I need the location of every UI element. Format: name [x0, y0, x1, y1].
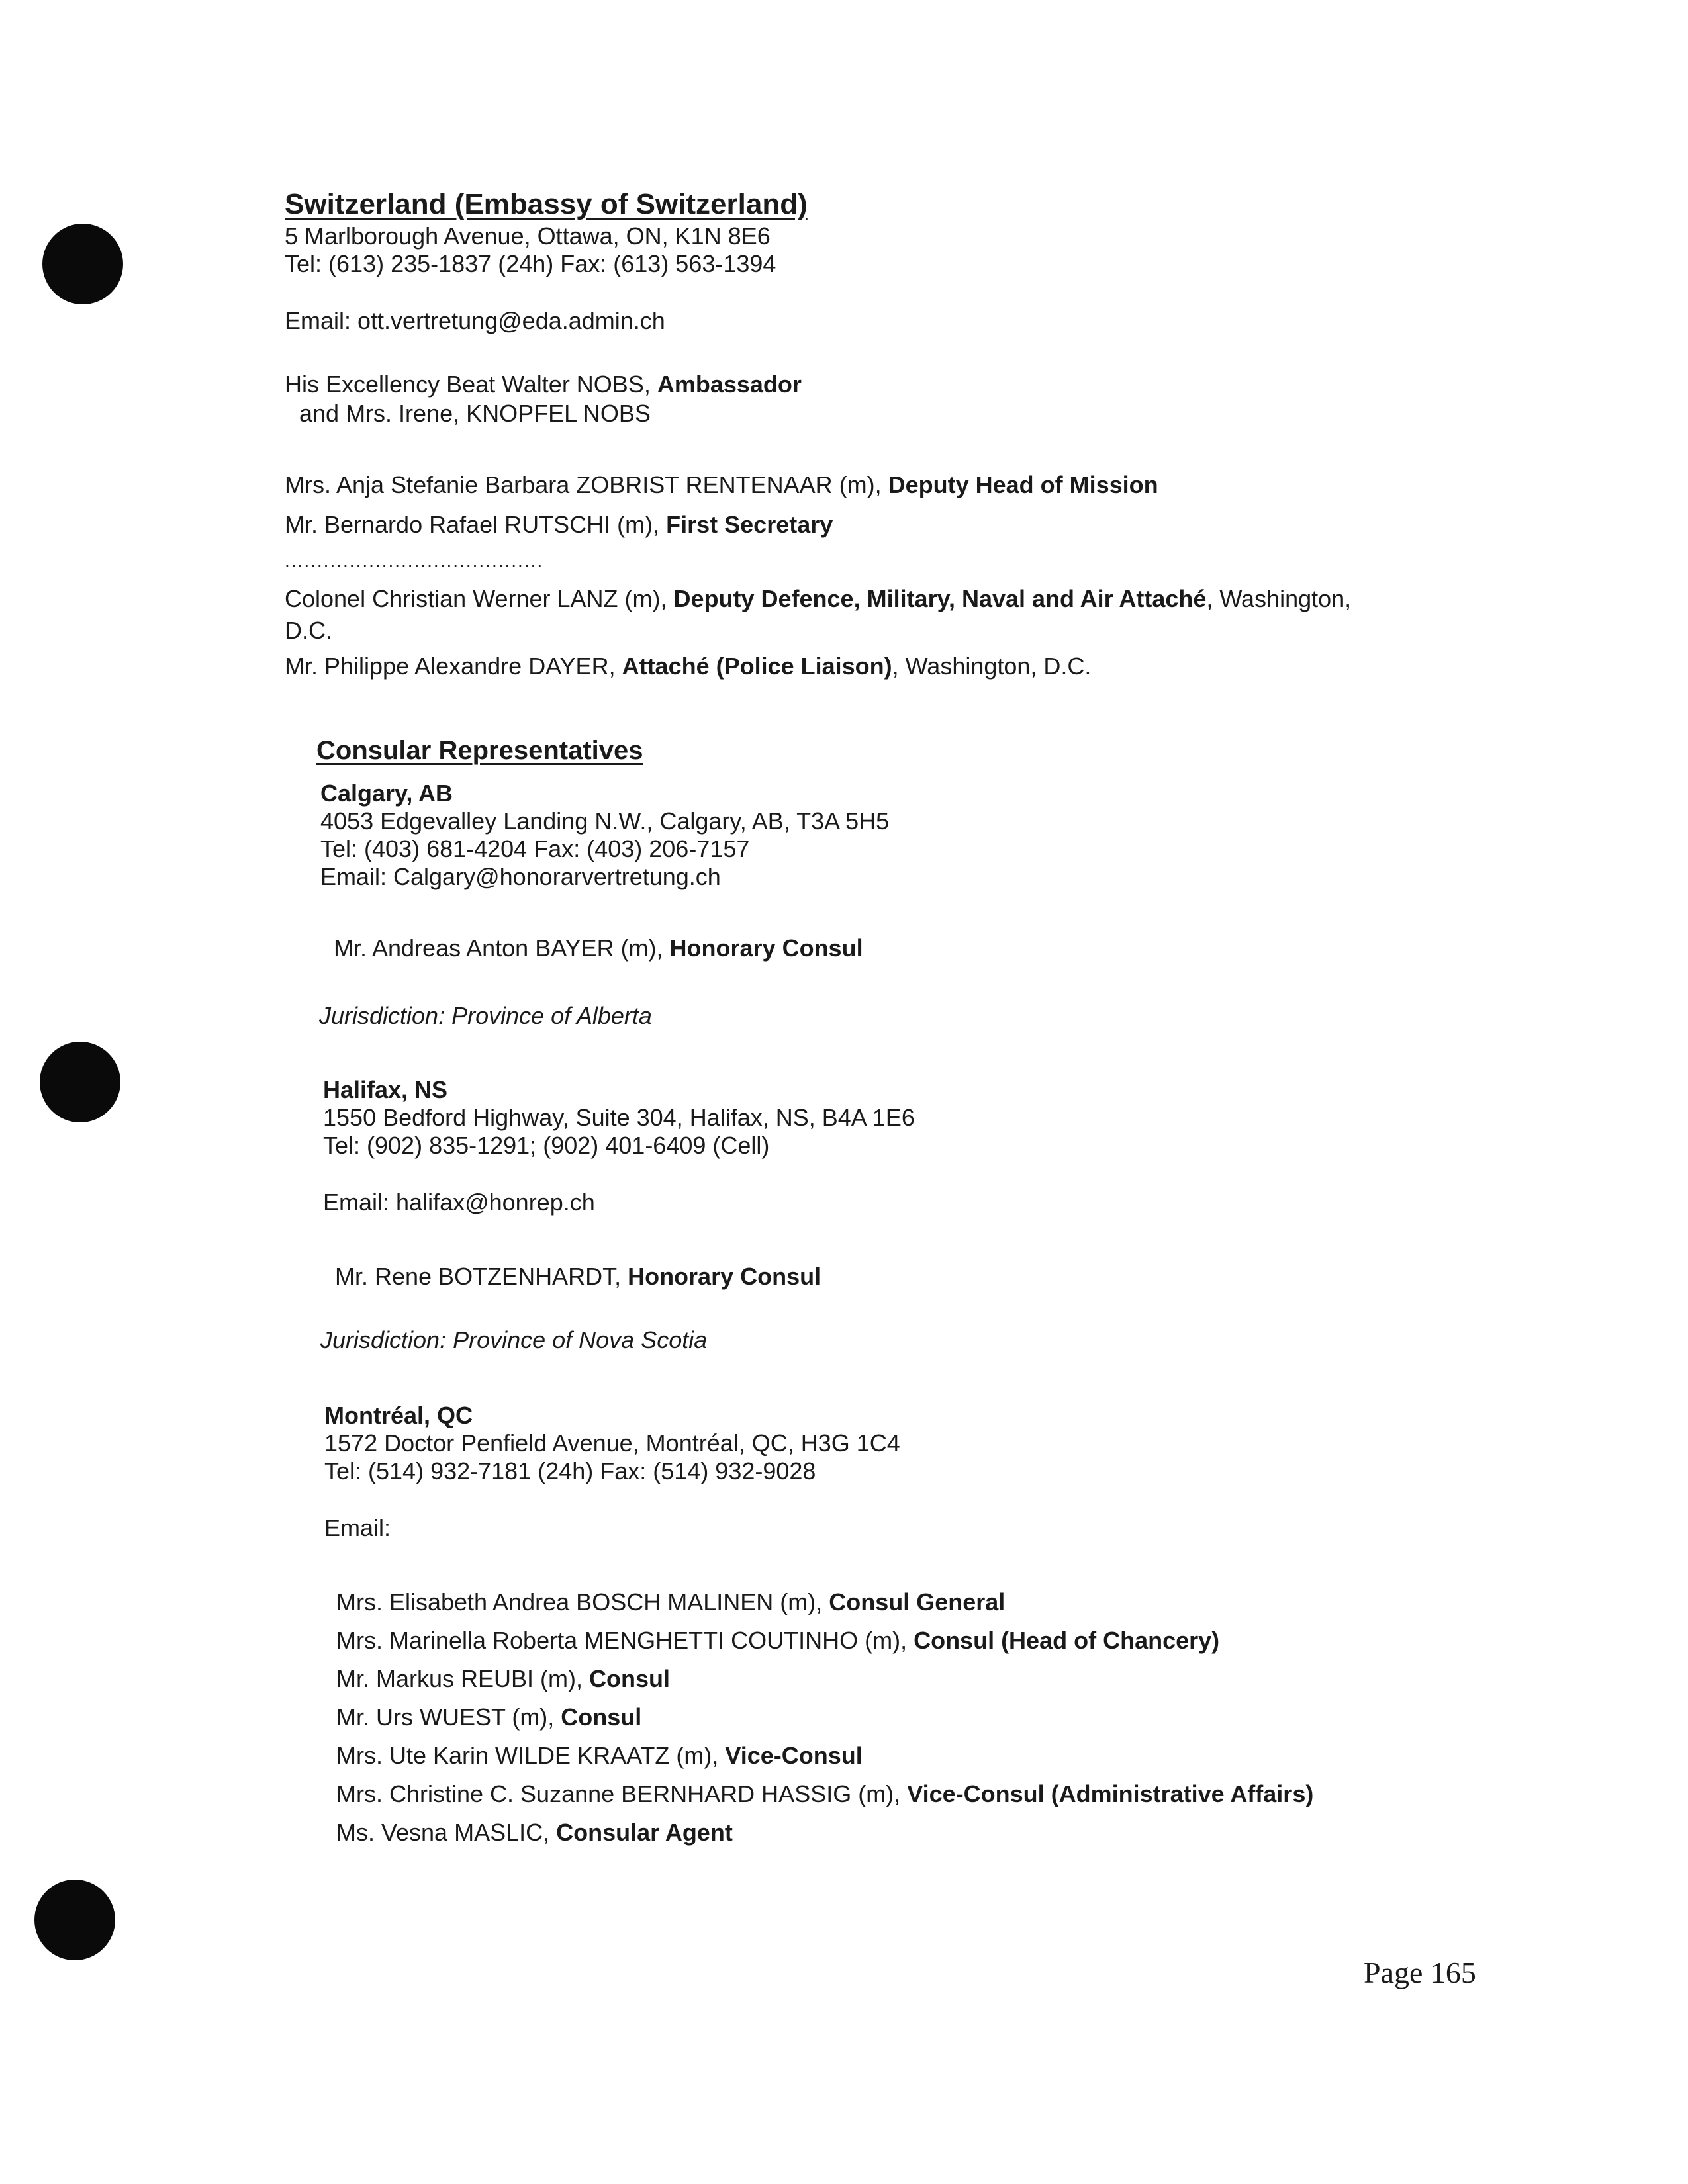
montreal-staff-row-0 [336, 1588, 1005, 1616]
attache-title: Deputy Defence, Military, Naval and Air Attaché [673, 585, 1207, 612]
staff-row-0 [285, 471, 1158, 499]
calgary-jurisdiction: Jurisdiction: Province of Alberta [319, 1002, 652, 1029]
montreal-address: 1572 Doctor Penfield Avenue, Montréal, QC, H3G 1C4 [324, 1430, 900, 1457]
calgary-email: Email: Calgary@honorarvertretung.ch [320, 863, 721, 890]
staff-title: Vice-Consul (Administrative Affairs) [907, 1780, 1314, 1807]
staff-title: Consul (Head of Chancery) [914, 1627, 1220, 1654]
staff-title: Consul [589, 1665, 671, 1692]
attache-location: , Washington, D.C. [892, 653, 1092, 680]
attache-row-1 [285, 653, 1091, 680]
embassy-address: 5 Marlborough Avenue, Ottawa, ON, K1N 8E6 [285, 222, 771, 250]
montreal-tel-fax: Tel: (514) 932-7181 (24h) Fax: (514) 932-9028 [324, 1457, 816, 1484]
calgary-tel-fax: Tel: (403) 681-4204 Fax: (403) 206-7157 [320, 835, 750, 862]
montreal-email: Email: [324, 1514, 391, 1541]
embassy-email: Email: ott.vertretung@eda.admin.ch [285, 307, 665, 334]
staff-row-1 [285, 511, 833, 539]
montreal-staff-row-5 [336, 1780, 1313, 1808]
calgary-city: Calgary, AB [320, 780, 453, 807]
consul-title: Honorary Consul [669, 934, 863, 962]
consul-name: Mr. Rene BOTZENHARDT, [335, 1263, 628, 1290]
consul-name: Mr. Andreas Anton BAYER (m), [334, 934, 670, 962]
staff-name: Mrs. Ute Karin WILDE KRAATZ (m), [336, 1742, 726, 1769]
staff-title: Consul [561, 1704, 642, 1731]
binder-hole-top [42, 224, 123, 304]
montreal-staff-row-3 [336, 1704, 641, 1731]
halifax-city: Halifax, NS [323, 1076, 448, 1103]
staff-title: Consul General [829, 1588, 1006, 1615]
consular-heading: Consular Representatives [316, 736, 643, 765]
staff-name: Mr. Markus REUBI (m), [336, 1665, 590, 1692]
consul-title: Honorary Consul [628, 1263, 821, 1290]
staff-title: Vice-Consul [725, 1742, 863, 1769]
halifax-address: 1550 Bedford Highway, Suite 304, Halifax, NS, B4A 1E6 [323, 1104, 915, 1131]
staff-title: First Secretary [666, 511, 833, 538]
ambassador-name: His Excellency Beat Walter NOBS, [285, 371, 657, 398]
embassy-heading: Switzerland (Embassy of Switzerland) [285, 188, 808, 220]
ambassador-line [285, 371, 802, 398]
separator-dots: ........................................ [285, 550, 544, 570]
attache-name: Colonel Christian Werner LANZ (m), [285, 585, 674, 612]
halifax-email: Email: halifax@honrep.ch [323, 1189, 595, 1216]
staff-name: Mrs. Christine C. Suzanne BERNHARD HASSIG (m), [336, 1780, 908, 1807]
calgary-address: 4053 Edgevalley Landing N.W., Calgary, AB, T3A 5H5 [320, 807, 890, 835]
ambassador-title: Ambassador [657, 371, 802, 398]
attache-title: Attaché (Police Liaison) [622, 653, 892, 680]
page-number: Page 165 [1364, 1956, 1476, 1989]
binder-hole-middle [40, 1042, 120, 1122]
montreal-staff-row-2 [336, 1665, 670, 1693]
attache-row-0 [285, 585, 1351, 613]
montreal-city: Montréal, QC [324, 1402, 473, 1429]
staff-name: Mr. Bernardo Rafael RUTSCHI (m), [285, 511, 667, 538]
binder-hole-bottom [34, 1880, 115, 1960]
staff-name: Mr. Urs WUEST (m), [336, 1704, 561, 1731]
embassy-tel-fax: Tel: (613) 235-1837 (24h) Fax: (613) 563-1394 [285, 250, 776, 277]
halifax-jurisdiction: Jurisdiction: Province of Nova Scotia [320, 1326, 708, 1353]
staff-name: Mrs. Anja Stefanie Barbara ZOBRIST RENTENAAR (m), [285, 471, 888, 498]
attache-location: , Washington, [1206, 585, 1352, 612]
montreal-staff-row-4 [336, 1742, 863, 1770]
montreal-staff-row-6 [336, 1819, 733, 1846]
calgary-consul [334, 934, 863, 962]
attache-row-0-cont: D.C. [285, 617, 332, 644]
staff-name: Mrs. Elisabeth Andrea BOSCH MALINEN (m), [336, 1588, 829, 1615]
halifax-tel: Tel: (902) 835-1291; (902) 401-6409 (Cell) [323, 1132, 770, 1159]
ambassador-spouse: and Mrs. Irene, KNOPFEL NOBS [299, 400, 651, 427]
staff-title: Consular Agent [556, 1819, 733, 1846]
staff-title: Deputy Head of Mission [888, 471, 1158, 498]
attache-name: Mr. Philippe Alexandre DAYER, [285, 653, 622, 680]
staff-name: Ms. Vesna MASLIC, [336, 1819, 557, 1846]
halifax-consul [335, 1263, 821, 1291]
staff-name: Mrs. Marinella Roberta MENGHETTI COUTINHO (m), [336, 1627, 914, 1654]
montreal-staff-row-1 [336, 1627, 1219, 1655]
